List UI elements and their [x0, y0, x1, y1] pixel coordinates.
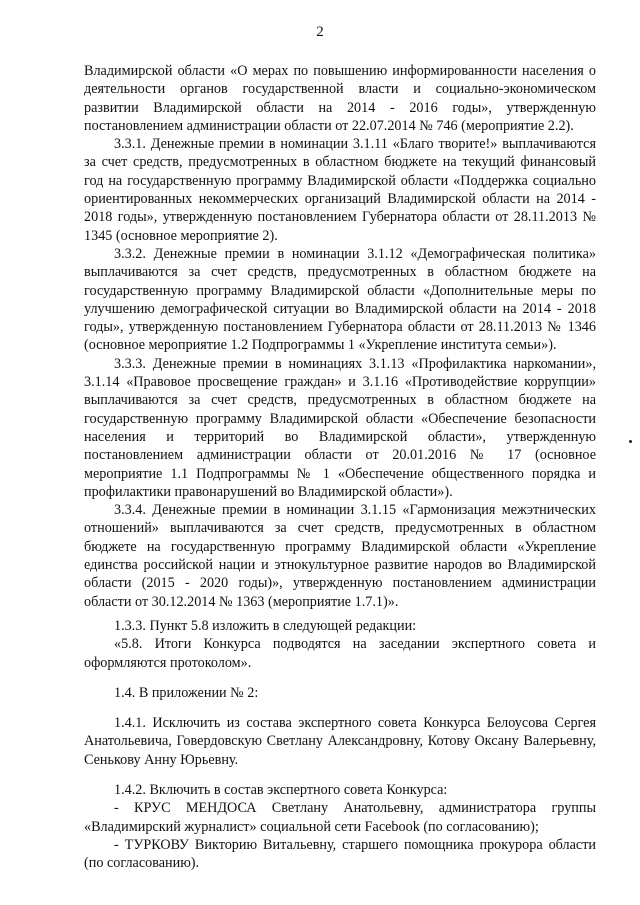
paragraph-continuation: Владимирской области «О мерах по повышению информированности населения о деятельности органов государственной власти и социально-экономическом развитии Владимирской области на 2014 - 2016 годы», утвержденную постановлением администрации области от 22.07.2014 № 746 (мероприятие 2.2).	[84, 63, 596, 134]
list-item-kruz-mendosa: - КРУС МЕНДОСА Светлану Анатольевну, администратора группы «Владимирский журналист» социальной сети Facebook (по согласованию);	[84, 800, 596, 835]
paragraph-1-3-3: 1.3.3. Пункт 5.8 изложить в следующей редакции:	[114, 617, 417, 634]
paragraph-1-4: 1.4. В приложении № 2:	[114, 684, 259, 701]
page-number: 2	[316, 24, 324, 40]
paragraph-3-3-2: 3.3.2. Денежные премии в номинации 3.1.12 «Демографическая политика» выплачиваются за счет средств, предусмотренных в областном бюджете на государственную программу Владимирской области «Дополнительные меры по улучшению демографической ситуации во Владимирской области на 2014 - 2018 годы», утвержденную постановлением Губернатора области от 28.11.2013 № 1346 (основное мероприятие 1.2 Подпрограммы 1 «Укрепление института семьи»).	[84, 245, 596, 354]
paragraph-3-3-3: 3.3.3. Денежные премии в номинациях 3.1.13 «Профилактика наркомании», 3.1.14 «Правовое просвещение граждан» и 3.1.16 «Противодействие коррупции» выплачиваются за счет средств, предусмотренных в областном бюджете на государственную программу Владимирской области «Обеспечение безопасности населения и территорий во Владимирской области», утвержденную постановлением администрации области от 20.01.2016 № 17 (основное мероприятие 1.1 Подпрограммы № 1 «Обеспечение общественного порядка и профилактики правонарушений во Владимирской области»).	[84, 355, 596, 500]
scan-mark	[629, 440, 632, 443]
paragraph-3-3-4: 3.3.4. Денежные премии в номинации 3.1.15 «Гармонизация межэтнических отношений» выплачиваются за счет средств, предусмотренных в областном бюджете на государственную программу Владимирской области «Укрепление единства российской нации и этнокультурное развитие народов во Владимирской области (2015 - 2020 годы)», утвержденную постановлением администрации области от 30.12.2014 № 1363 (мероприятие 1.7.1)».	[84, 502, 596, 610]
document-body	[84, 62, 596, 872]
paragraph-1-4-1: 1.4.1. Исключить из состава экспертного совета Конкурса Белоусова Сергея Анатольевича, Говердовскую Светлану Александровну, Котову Оксану Валерьевну, Сенькову Анну Юрьевну.	[84, 715, 596, 768]
paragraph-3-3-1: 3.3.1. Денежные премии в номинации 3.1.11 «Благо творите!» выплачиваются за счет средств, предусмотренных в областном бюджете на текущий финансовый год на государственную программу Владимирской области «Поддержка социально ориентированных некоммерческих организаций Владимирской области на 2014 - 2018 годы», утвержденную постановлением Губернатора области от 28.11.2013 № 1345 (основное мероприятие 2).	[84, 136, 596, 244]
list-item-turkova: - ТУРКОВУ Викторию Витальевну, старшего помощника прокурора области (по согласованию).	[84, 836, 596, 872]
paragraph-5-8-quote: «5.8. Итоги Конкурса подводятся на заседании экспертного совета и оформляются протоколом».	[84, 636, 596, 671]
paragraph-1-4-2: 1.4.2. Включить в состав экспертного совета Конкурса:	[114, 781, 448, 798]
